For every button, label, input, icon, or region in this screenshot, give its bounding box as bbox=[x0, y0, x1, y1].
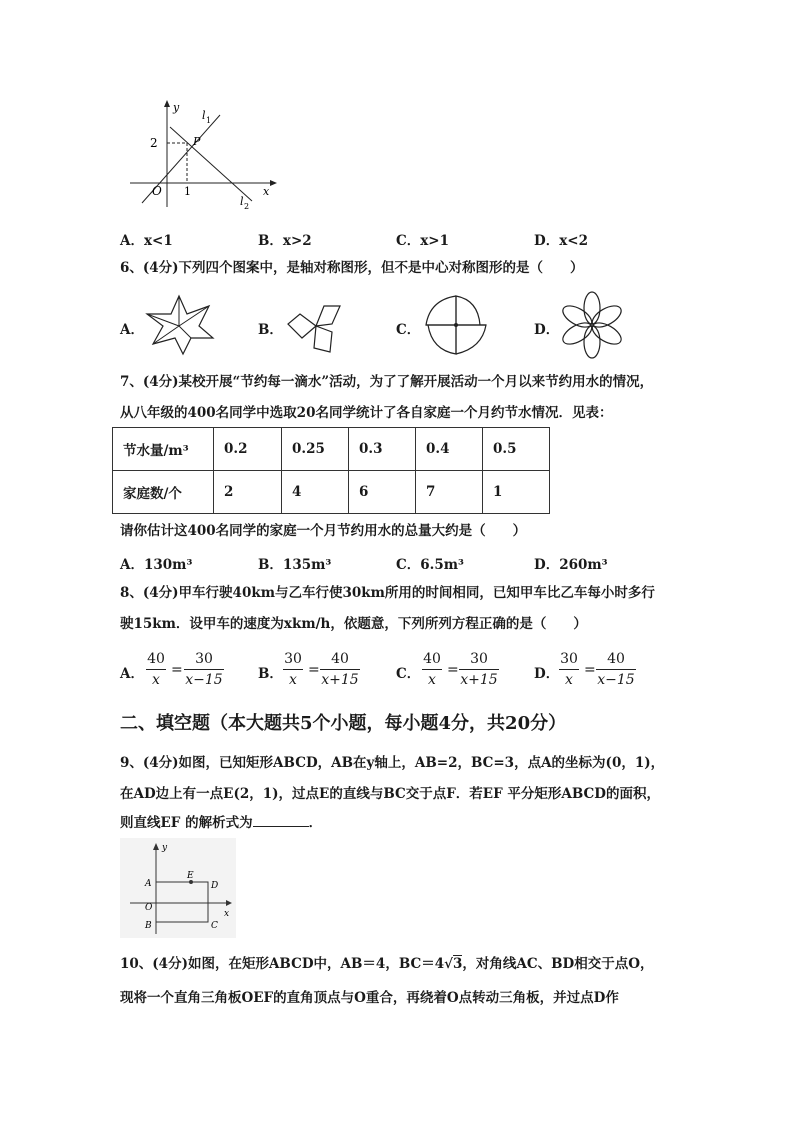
svg-text:B: B bbox=[145, 921, 152, 931]
q5-option-b[interactable]: B．x>2 bbox=[258, 233, 312, 249]
q7-table bbox=[112, 427, 550, 514]
q8-option-c-label[interactable]: C． bbox=[396, 666, 421, 682]
q8-line2: 驶15km．设甲车的速度为xkm/h，依题意，下列所列方程正确的是（ ） bbox=[120, 616, 587, 632]
q6-stem: 6、(4分)下列四个图案中，是轴对称图形，但不是中心对称图形的是（ ） bbox=[120, 260, 584, 276]
y-axis-arrow-icon bbox=[164, 100, 170, 107]
svg-text:D: D bbox=[211, 881, 219, 891]
q6-option-c-label[interactable]: C． bbox=[396, 322, 421, 338]
table-header-cell: 节水量/m³ bbox=[113, 428, 214, 471]
q7-line2: 从八年级的400名同学中选取20名同学统计了各自家庭一个月约节水情况．见表： bbox=[120, 405, 613, 421]
x-axis-arrow-icon bbox=[270, 180, 277, 186]
q8-option-a-label[interactable]: A． bbox=[120, 666, 144, 682]
q7-question: 请你估计这400名同学的家庭一个月节约用水的总量大约是（ ） bbox=[120, 523, 527, 539]
q7-option-c[interactable]: C．6.5m³ bbox=[396, 557, 464, 573]
svg-text:O: O bbox=[145, 903, 153, 913]
q7-option-b[interactable]: B．135m³ bbox=[258, 557, 332, 573]
eq-sign: = bbox=[584, 662, 596, 678]
eq-sign: = bbox=[308, 662, 320, 678]
q9-figure bbox=[120, 838, 236, 938]
svg-text:C: C bbox=[211, 921, 218, 931]
origin-label: O bbox=[152, 184, 162, 198]
svg-text:E: E bbox=[187, 871, 194, 881]
q7-option-d[interactable]: D．260m³ bbox=[534, 557, 608, 573]
table-cell: 1 bbox=[483, 471, 550, 514]
q6-figure-a-star[interactable] bbox=[143, 292, 215, 358]
l1-sub: 1 bbox=[206, 116, 212, 125]
q6-figure-b-pinwheel[interactable] bbox=[280, 292, 352, 358]
table-cell: 0.25 bbox=[282, 428, 349, 471]
q5-option-c[interactable]: C．x>1 bbox=[396, 233, 450, 249]
q8-c-frac-right: 30 x+15 bbox=[460, 651, 498, 688]
x-label: x bbox=[263, 185, 270, 198]
svg-text:y: y bbox=[162, 843, 168, 853]
q5-graph bbox=[120, 95, 280, 213]
table-cell: 2 bbox=[214, 471, 282, 514]
answer-blank[interactable] bbox=[253, 814, 309, 827]
q8-a-frac-left: 40 x bbox=[147, 651, 165, 688]
q8-option-b-label[interactable]: B． bbox=[258, 666, 283, 682]
q9-line3: 则直线EF 的解析式为 ． bbox=[120, 815, 323, 831]
q10-line1: 10、(4分)如图，在矩形ABCD中，AB＝4，BC＝4√3，对角线AC、BD相交于点O， bbox=[120, 956, 654, 972]
l2-label: l bbox=[240, 195, 244, 208]
line-l2 bbox=[170, 127, 252, 201]
table-row bbox=[113, 428, 550, 471]
q6-figure-c-windmill[interactable] bbox=[420, 292, 492, 358]
svg-text:A: A bbox=[145, 879, 152, 889]
q8-b-frac-left: 30 x bbox=[284, 651, 302, 688]
point-p-label: P bbox=[193, 135, 201, 148]
q8-line1: 8、(4分)甲车行驶40km与乙车行使30km所用的时间相同，已知甲车比乙车每小时多行 bbox=[120, 585, 655, 601]
y-label: y bbox=[173, 101, 180, 114]
q9-line1: 9、(4分)如图，已知矩形ABCD，AB在y轴上，AB=2，BC=3，点A的坐标为(0，1)， bbox=[120, 755, 665, 771]
tick-x-1: 1 bbox=[184, 185, 191, 198]
table-cell: 4 bbox=[282, 471, 349, 514]
q8-d-frac-left: 30 x bbox=[560, 651, 578, 688]
table-header-cell: 家庭数/个 bbox=[113, 471, 214, 514]
q5-option-d[interactable]: D．x<2 bbox=[534, 233, 588, 249]
q5-option-a[interactable]: A．x<1 bbox=[120, 233, 173, 249]
eq-sign: = bbox=[447, 662, 459, 678]
q6-option-b-label[interactable]: B． bbox=[258, 322, 283, 338]
table-cell: 0.3 bbox=[349, 428, 416, 471]
q7-option-a[interactable]: A．130m³ bbox=[120, 557, 193, 573]
table-cell: 0.2 bbox=[214, 428, 282, 471]
table-cell: 0.4 bbox=[416, 428, 483, 471]
q8-b-frac-right: 40 x+15 bbox=[321, 651, 359, 688]
q8-option-d-label[interactable]: D． bbox=[534, 666, 560, 682]
table-cell: 0.5 bbox=[483, 428, 550, 471]
l1-label: l bbox=[202, 109, 206, 122]
svg-text:x: x bbox=[224, 909, 230, 919]
l2-sub: 2 bbox=[244, 202, 250, 211]
q7-line1: 7、(4分)某校开展“节约每一滴水”活动，为了了解开展活动一个月以来节约用水的情况， bbox=[120, 374, 654, 390]
q6-option-a-label[interactable]: A． bbox=[120, 322, 144, 338]
q6-option-d-label[interactable]: D． bbox=[534, 322, 560, 338]
table-cell: 7 bbox=[416, 471, 483, 514]
sqrt-symbol: √3 bbox=[444, 956, 463, 972]
q9-line2: 在AD边上有一点E(2，1)，过点E的直线与BC交于点F．若EF 平分矩形ABCD的面积， bbox=[120, 786, 660, 802]
section-title: 二、填空题（本大题共5个小题，每小题4分，共20分） bbox=[120, 713, 567, 734]
q8-d-frac-right: 40 x−15 bbox=[597, 651, 635, 688]
eq-sign: = bbox=[171, 662, 183, 678]
table-row bbox=[113, 471, 550, 514]
tick-y-2: 2 bbox=[150, 136, 158, 150]
q6-figure-d-flower[interactable] bbox=[556, 290, 628, 360]
q8-a-frac-right: 30 x−15 bbox=[185, 651, 223, 688]
q8-c-frac-left: 40 x bbox=[423, 651, 441, 688]
q10-line2: 现将一个直角三角板OEF的直角顶点与O重合，再绕着O点转动三角板，并过点D作 bbox=[120, 990, 619, 1006]
table-cell: 6 bbox=[349, 471, 416, 514]
